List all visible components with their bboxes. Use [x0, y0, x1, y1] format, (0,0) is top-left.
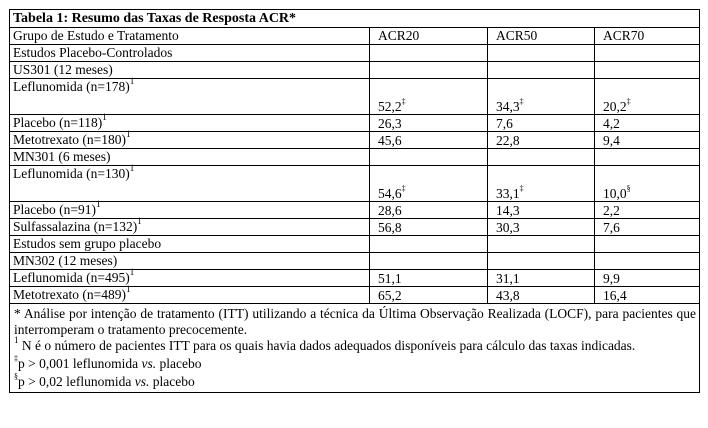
treatment-label: Metotrexato (n=489): [13, 287, 126, 302]
value-acr20: 52,2: [378, 99, 402, 114]
treatment-cell: [10, 128, 370, 149]
footnote-n: [14, 334, 696, 354]
empty-cell: [488, 236, 595, 253]
footnote-itt: * Análise por intenção de tratamento (ITT) utilizando a técnica da Última Observação Realizada (LOCF), para pacientes que interromperam o tratamento precocemente.: [14, 306, 697, 337]
footnote-double-dagger-vs: vs.: [141, 356, 157, 371]
value-acr70: 9,4: [603, 133, 620, 148]
significance-marker: ‡: [626, 96, 631, 106]
value-cell-acr70: [595, 166, 700, 202]
value-cell-acr50: [488, 132, 595, 149]
value-acr50: 43,8: [496, 288, 520, 303]
value-cell-acr20: [370, 202, 488, 219]
empty-cell: [370, 62, 488, 79]
value-cell-acr20: [370, 115, 488, 132]
column-header-acr20: ACR20: [370, 28, 488, 45]
section-label: Estudos sem grupo placebo: [10, 236, 370, 253]
treatment-label: Placebo (n=91): [13, 202, 96, 217]
empty-cell: [595, 253, 700, 270]
value-acr70: 10,0: [603, 186, 627, 201]
treatment-cell: [10, 283, 370, 304]
significance-marker: ‡: [519, 183, 524, 193]
value-acr50: 30,3: [496, 220, 520, 235]
empty-cell: [370, 236, 488, 253]
footnote-section: [14, 371, 696, 390]
empty-cell: [595, 62, 700, 79]
footnote-double-dagger-end: placebo: [156, 356, 202, 371]
treatment-footnote-marker: 1: [137, 215, 142, 226]
table-row: [10, 115, 700, 132]
table-row: [10, 79, 700, 115]
section-marker: §: [14, 371, 18, 381]
value-cell-acr70: [595, 270, 700, 287]
footnote-double-dagger: [14, 353, 696, 372]
section-row: [10, 236, 700, 253]
section-row: [10, 45, 700, 62]
footnote-section-text: p > 0,02 leflunomida: [18, 374, 135, 389]
significance-marker: ‡: [401, 96, 406, 106]
value-acr50: 31,1: [496, 271, 520, 286]
treatment-label: Leflunomida (n=178): [13, 79, 130, 94]
value-cell-acr20: [370, 219, 488, 236]
value-cell-acr70: [595, 79, 700, 115]
footnote-section-end: placebo: [149, 374, 195, 389]
summary-table-document: [9, 9, 699, 393]
table-title: Tabela 1: Resumo das Taxas de Resposta ACR*: [10, 10, 700, 28]
value-cell-acr70: [595, 115, 700, 132]
acr-response-table: [9, 9, 700, 393]
empty-cell: [370, 149, 488, 166]
empty-cell: [488, 253, 595, 270]
value-acr20: 54,6: [378, 186, 402, 201]
section-label: US301 (12 meses): [10, 62, 370, 79]
table-row: [10, 202, 700, 219]
value-cell-acr50: [488, 287, 595, 304]
value-acr70: 9,9: [603, 271, 620, 286]
value-acr70: 2,2: [603, 203, 620, 218]
section-label: Estudos Placebo-Controlados: [10, 45, 370, 62]
section-label: MN301 (6 meses): [10, 149, 370, 166]
footnotes: [10, 304, 700, 393]
treatment-cell: [10, 215, 370, 236]
treatment-footnote-marker: 1: [125, 128, 131, 139]
empty-cell: [488, 149, 595, 166]
value-cell-acr20: [370, 287, 488, 304]
value-acr20: 51,1: [378, 271, 402, 286]
treatment-cell: [10, 162, 370, 202]
treatment-label: Leflunomida (n=130): [13, 166, 130, 181]
value-cell-acr70: [595, 287, 700, 304]
value-acr70: 7,6: [603, 220, 620, 235]
value-cell-acr50: [488, 115, 595, 132]
treatment-label: Metotrexato (n=180): [13, 132, 126, 147]
treatment-footnote-marker: 1: [102, 111, 107, 122]
footnote-n-text: N é o número de pacientes ITT para os quais havia dados adequados disponíveis para cálculo das taxas indicadas.: [18, 338, 636, 353]
value-acr50: 34,3: [496, 99, 520, 114]
value-cell-acr20: [370, 166, 488, 202]
value-cell-acr70: [595, 202, 700, 219]
value-cell-acr20: [370, 132, 488, 149]
value-cell-acr20: [370, 270, 488, 287]
column-header-group: Grupo de Estudo e Tratamento: [10, 28, 370, 45]
value-cell-acr70: [595, 132, 700, 149]
significance-marker: ‡: [519, 96, 524, 106]
value-cell-acr50: [488, 79, 595, 115]
footnote-section-vs: vs.: [134, 374, 150, 389]
header-row: [10, 28, 700, 45]
treatment-cell: [10, 266, 370, 287]
value-acr20: 26,3: [378, 116, 402, 131]
section-label: MN302 (12 meses): [10, 253, 370, 270]
treatment-footnote-marker: 1: [129, 162, 135, 173]
value-acr20: 28,6: [378, 203, 402, 218]
table-row: [10, 287, 700, 304]
value-cell-acr50: [488, 166, 595, 202]
treatment-cell: [10, 111, 370, 132]
double-dagger-marker: ‡: [14, 353, 18, 363]
empty-cell: [370, 253, 488, 270]
section-row: [10, 62, 700, 79]
value-acr50: 7,6: [496, 116, 513, 131]
value-acr50: 14,3: [496, 203, 520, 218]
treatment-footnote-marker: 1: [125, 283, 131, 294]
value-acr70: 16,4: [603, 288, 627, 303]
column-header-acr50: ACR50: [488, 28, 595, 45]
column-header-acr70: ACR70: [595, 28, 700, 45]
value-acr20: 56,8: [378, 220, 402, 235]
treatment-cell: [10, 198, 370, 219]
significance-marker: ‡: [401, 183, 406, 193]
value-cell-acr50: [488, 270, 595, 287]
section-row: [10, 149, 700, 166]
value-cell-acr50: [488, 202, 595, 219]
value-acr20: 45,6: [378, 133, 402, 148]
footnote-n-marker: 1: [14, 334, 19, 345]
treatment-footnote-marker: 1: [129, 75, 135, 86]
value-cell-acr70: [595, 219, 700, 236]
empty-cell: [488, 62, 595, 79]
value-acr20: 65,2: [378, 288, 402, 303]
footnote-double-dagger-text: p > 0,001 leflunomida: [18, 356, 142, 371]
value-acr50: 33,1: [496, 186, 520, 201]
treatment-footnote-marker: 1: [95, 198, 101, 209]
section-row: [10, 253, 700, 270]
value-cell-acr50: [488, 219, 595, 236]
table-row: [10, 219, 700, 236]
value-acr50: 22,8: [496, 133, 520, 148]
value-acr70: 4,2: [603, 116, 620, 131]
significance-marker: §: [626, 183, 631, 193]
treatment-footnote-marker: 1: [129, 266, 135, 277]
treatment-label: Leflunomida (n=495): [13, 270, 130, 285]
value-cell-acr20: [370, 79, 488, 115]
empty-cell: [595, 149, 700, 166]
table-row: [10, 270, 700, 287]
table-row: [10, 166, 700, 202]
table-row: [10, 132, 700, 149]
treatment-cell: [10, 75, 370, 115]
value-acr70: 20,2: [603, 99, 627, 114]
empty-cell: [370, 45, 488, 62]
empty-cell: [595, 45, 700, 62]
treatment-label: Placebo (n=118): [13, 115, 103, 130]
empty-cell: [488, 45, 595, 62]
treatment-label: Sulfassalazina (n=132): [13, 219, 138, 234]
empty-cell: [595, 236, 700, 253]
